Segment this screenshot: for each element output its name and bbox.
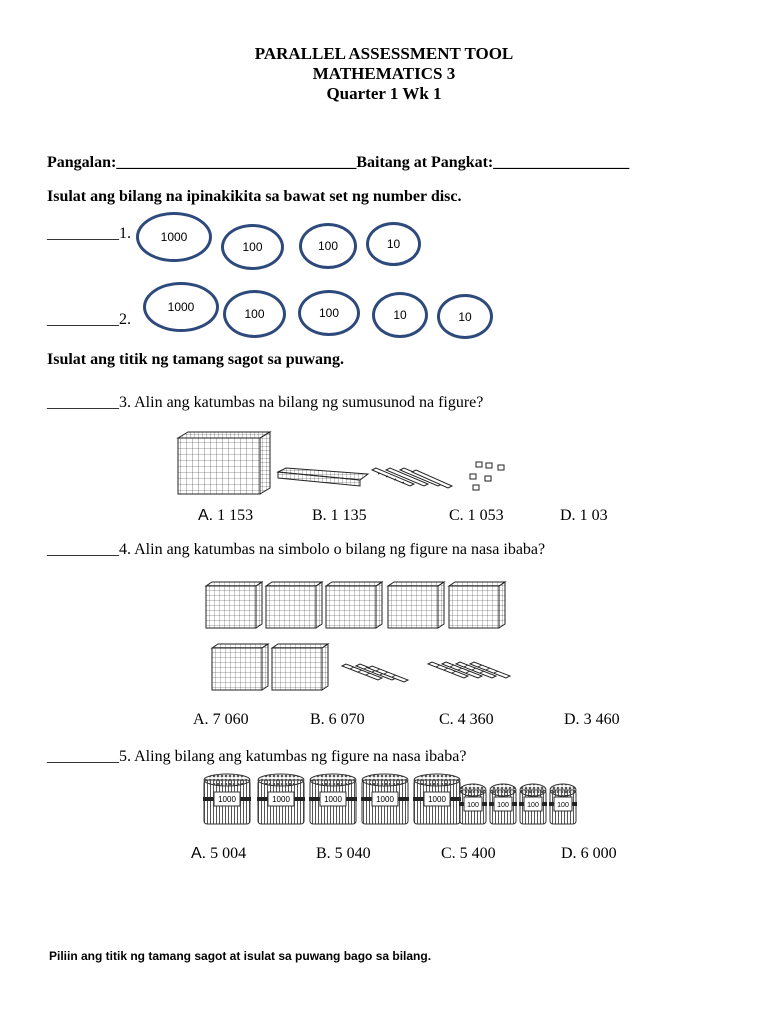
option-letter: A. — [191, 845, 207, 862]
thousand-cube — [178, 432, 270, 494]
bundle-label: 1000 — [218, 795, 236, 804]
bundle-label: 1000 — [272, 795, 290, 804]
hundred-bundle — [519, 784, 547, 824]
q3-option-c[interactable] — [449, 507, 504, 525]
q4-option-d[interactable] — [564, 711, 620, 729]
option-value: 1 153 — [217, 507, 254, 524]
number-disc-1000: 1000 — [136, 212, 212, 262]
number-disc-10: 10 — [437, 294, 493, 339]
number-disc-100: 100 — [298, 290, 360, 336]
bundle-label: 1000 — [376, 795, 394, 804]
option-letter: B. — [316, 845, 331, 862]
option-letter: B. — [312, 507, 327, 524]
option-letter: B. — [310, 711, 325, 728]
option-value: 7 060 — [212, 711, 249, 728]
q1-blank: _________1. — [47, 225, 131, 242]
thousand-cube — [212, 644, 268, 690]
q2-blank: _________2. — [47, 311, 131, 328]
q5-text: _________5. Aling bilang ang katumbas ng figure na nasa ibaba? — [47, 748, 467, 765]
grade-section-label: Baitang at Pangkat:_________________ — [356, 154, 630, 171]
thousand-bundle — [413, 774, 461, 824]
number-disc-100: 100 — [223, 290, 286, 338]
bundle-label: 100 — [527, 802, 539, 809]
number-disc-100: 100 — [221, 224, 284, 270]
section1-instruction: Isulat ang bilang na ipinakikita sa bawat set ng number disc. — [47, 188, 462, 205]
q4-option-b[interactable] — [310, 711, 365, 729]
option-letter: D. — [560, 507, 576, 524]
header-title: PARALLEL ASSESSMENT TOOL — [254, 44, 514, 63]
option-letter: A. — [198, 507, 214, 524]
option-value: 1 135 — [330, 507, 367, 524]
option-letter: C. — [441, 845, 456, 862]
q5-option-b[interactable] — [316, 845, 371, 863]
q5-option-d[interactable] — [561, 845, 617, 863]
hundred-bundle — [489, 784, 517, 824]
section2-instruction: Isulat ang titik ng tamang sagot sa puwang. — [47, 351, 344, 368]
number-disc-10: 10 — [366, 222, 421, 266]
header-quarter: Quarter 1 Wk 1 — [326, 84, 442, 103]
q5-option-c[interactable] — [441, 845, 496, 863]
hundred-bundle — [459, 784, 487, 824]
thousand-bundle — [361, 774, 409, 824]
option-value: 5 400 — [459, 845, 496, 862]
q4-base-ten-blocks-figure — [200, 578, 530, 698]
number-disc-100: 100 — [299, 223, 357, 269]
q3-base-ten-blocks-figure — [174, 430, 514, 498]
option-value: 1 053 — [467, 507, 504, 524]
q3-option-b[interactable] — [312, 507, 367, 525]
option-value: 5 004 — [210, 845, 247, 862]
option-value: 6 070 — [328, 711, 365, 728]
option-letter: C. — [449, 507, 464, 524]
option-value: 5 040 — [334, 845, 371, 862]
q3-option-a[interactable] — [198, 507, 253, 525]
thousand-cube — [266, 582, 322, 628]
option-value: 6 000 — [580, 845, 617, 862]
bundle-label: 100 — [497, 802, 509, 809]
thousand-cube — [206, 582, 262, 628]
q3-text: _________3. Alin ang katumbas na bilang ng sumusunod na figure? — [47, 394, 484, 411]
number-disc-1000: 1000 — [143, 282, 219, 332]
q5-bundles-figure — [200, 770, 584, 828]
option-value: 1 03 — [579, 507, 608, 524]
bundle-label: 100 — [557, 802, 569, 809]
q5-option-a[interactable] — [191, 845, 246, 863]
footer-instruction: Piliin ang titik ng tamang sagot at isulat sa puwang bago sa bilang. — [49, 949, 432, 963]
q3-option-d[interactable] — [560, 507, 608, 525]
thousand-bundle — [203, 774, 251, 824]
thousand-bundle — [309, 774, 357, 824]
thousand-bundle — [257, 774, 305, 824]
hundred-flat — [278, 468, 368, 486]
hundred-bundle — [549, 784, 577, 824]
thousand-cube — [449, 582, 505, 628]
name-label: Pangalan:______________________________ — [47, 154, 357, 171]
bundle-label: 100 — [467, 802, 479, 809]
q4-text: _________4. Alin ang katumbas na simbolo o bilang ng figure na nasa ibaba? — [47, 541, 546, 558]
one-cubes — [470, 462, 504, 490]
q4-option-c[interactable] — [439, 711, 494, 729]
bundle-label: 1000 — [428, 795, 446, 804]
number-disc-10: 10 — [372, 292, 428, 338]
thousand-cube — [388, 582, 444, 628]
option-letter: D. — [564, 711, 580, 728]
header-subject: MATHEMATICS 3 — [312, 64, 456, 83]
option-value: 4 360 — [457, 711, 494, 728]
option-letter: C. — [439, 711, 454, 728]
thousand-cube — [326, 582, 382, 628]
ten-rods — [372, 468, 452, 488]
option-value: 3 460 — [583, 711, 620, 728]
name-line — [47, 154, 629, 172]
ten-rod — [368, 666, 408, 682]
option-letter: D. — [561, 845, 577, 862]
bundle-label: 1000 — [324, 795, 342, 804]
option-letter: A. — [193, 711, 209, 728]
q4-option-a[interactable] — [193, 711, 249, 729]
thousand-cube — [272, 644, 328, 690]
